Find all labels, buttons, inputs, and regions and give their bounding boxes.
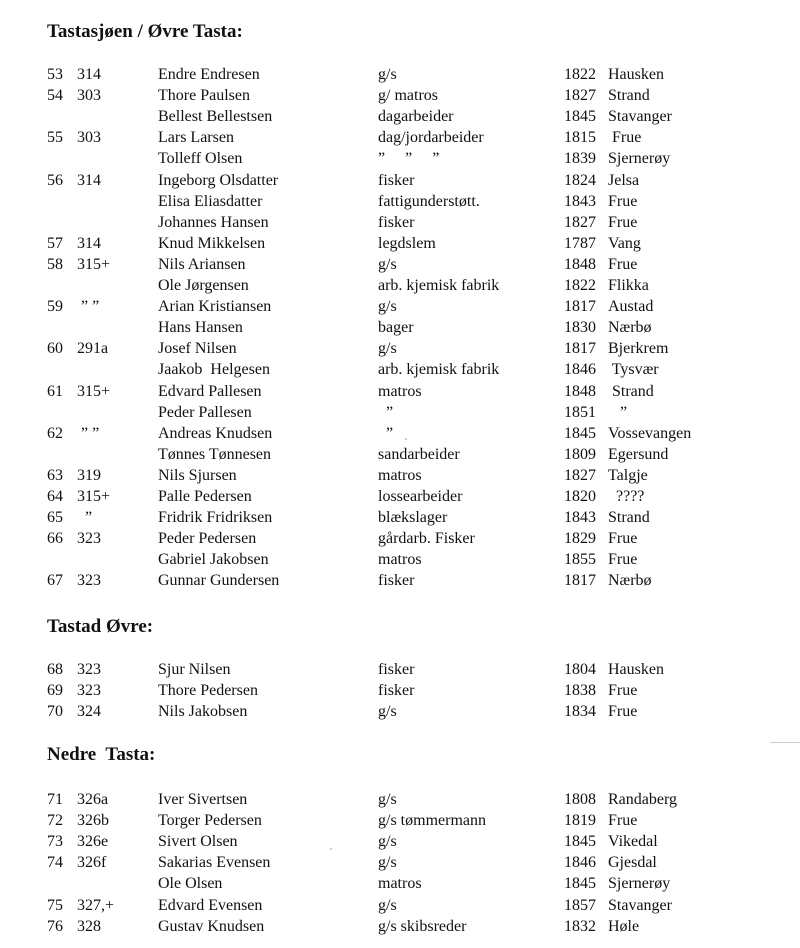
table-row <box>0 359 800 380</box>
occupation: ” ” ” <box>378 150 440 168</box>
birth-place: Randaberg <box>608 791 678 808</box>
birth-year: 1819 <box>564 812 596 830</box>
birth-year: 1857 <box>564 896 596 914</box>
birth-year: 1808 <box>564 791 596 808</box>
scan-speck <box>405 438 407 440</box>
entry-number: 69 <box>47 682 63 700</box>
birth-year: 1845 <box>564 424 596 442</box>
occupation: dag/jordarbeider <box>378 129 484 147</box>
birth-year: 1829 <box>564 530 596 548</box>
plot-number: ” ” <box>77 424 100 442</box>
occupation: fisker <box>378 661 415 678</box>
section-title: Nedre Tasta: <box>47 744 156 765</box>
plot-number: 303 <box>77 87 101 105</box>
occupation: fisker <box>378 213 415 231</box>
occupation: fisker <box>378 572 415 590</box>
plot-number: 326e <box>77 833 109 851</box>
table-row <box>0 680 800 701</box>
plot-number: 314 <box>77 234 101 252</box>
entry-number: 64 <box>47 488 63 505</box>
occupation: g/s <box>378 66 397 83</box>
birth-place: Frue <box>608 551 638 569</box>
entry-number: 74 <box>47 854 63 872</box>
birth-year: 1832 <box>564 917 596 935</box>
table-row <box>0 423 800 444</box>
person-name: Gustav Knudsen <box>158 917 265 935</box>
birth-year: 1827 <box>564 87 596 105</box>
plot-number: 326f <box>77 854 107 872</box>
person-name: Andreas Knudsen <box>158 424 273 442</box>
birth-year: 1820 <box>564 488 596 505</box>
birth-year: 1809 <box>564 445 596 463</box>
scan-edge-line <box>770 742 800 743</box>
table-row <box>0 873 800 894</box>
birth-place: Nærbø <box>608 319 652 337</box>
occupation: g/s <box>378 896 397 914</box>
person-name: Peder Pallesen <box>158 403 252 421</box>
plot-number: 326a <box>77 791 109 808</box>
occupation: arb. kjemisk fabrik <box>378 361 500 379</box>
table-row <box>0 64 800 85</box>
occupation: legdslem <box>378 234 436 252</box>
entry-number: 61 <box>47 382 63 400</box>
person-name: Gabriel Jakobsen <box>158 551 269 569</box>
birth-year: 1845 <box>564 108 596 126</box>
plot-number: 323 <box>77 530 101 548</box>
birth-year: 1848 <box>564 255 596 273</box>
birth-place: Stavanger <box>608 896 672 914</box>
occupation: blækslager <box>378 509 448 527</box>
plot-number: 323 <box>77 661 101 678</box>
birth-place: Frue <box>608 129 642 147</box>
entry-number: 72 <box>47 812 63 830</box>
occupation: g/s <box>378 703 397 721</box>
entry-number: 73 <box>47 833 63 851</box>
birth-year: 1845 <box>564 833 596 851</box>
birth-year: 1817 <box>564 298 596 316</box>
plot-number: 326b <box>77 812 109 830</box>
entry-number: 58 <box>47 255 63 273</box>
table-row <box>0 486 800 507</box>
birth-place: Sjernerøy <box>608 150 671 168</box>
table-row <box>0 233 800 254</box>
occupation: dagarbeider <box>378 108 454 126</box>
table-row <box>0 338 800 359</box>
birth-place: Strand <box>608 382 654 400</box>
table-row <box>0 170 800 191</box>
birth-place: Jelsa <box>608 171 640 189</box>
birth-year: 1851 <box>564 403 596 421</box>
table-row <box>0 507 800 528</box>
occupation: bager <box>378 319 414 337</box>
birth-year: 1804 <box>564 661 596 678</box>
table-row <box>0 127 800 148</box>
table-row <box>0 444 800 465</box>
occupation: g/s <box>378 255 397 273</box>
table-row <box>0 106 800 127</box>
scan-speck <box>330 848 332 850</box>
birth-year: 1843 <box>564 509 596 527</box>
person-name: Bellest Bellestsen <box>158 108 273 126</box>
person-name: Nils Sjursen <box>158 466 237 484</box>
person-name: Hans Hansen <box>158 319 243 337</box>
entry-number: 54 <box>47 87 63 105</box>
birth-place: Nærbø <box>608 572 652 590</box>
birth-year: 1839 <box>564 150 596 168</box>
entry-number: 53 <box>47 66 63 83</box>
table-row <box>0 916 800 937</box>
occupation: matros <box>378 382 422 400</box>
table-row <box>0 570 800 591</box>
plot-number: 328 <box>77 917 101 935</box>
birth-place: Strand <box>608 509 650 527</box>
entry-number: 60 <box>47 340 63 358</box>
person-name: Josef Nilsen <box>158 340 237 358</box>
section-title: Tastad Øvre: <box>47 616 154 637</box>
person-name: Jaakob Helgesen <box>158 361 270 379</box>
entry-number: 71 <box>47 791 63 808</box>
birth-year: 1817 <box>564 340 596 358</box>
birth-year: 1822 <box>564 66 596 83</box>
birth-place: Vossevangen <box>608 424 692 442</box>
person-name: Iver Sivertsen <box>158 791 248 808</box>
occupation: g/s <box>378 854 397 872</box>
person-name: Ole Jørgensen <box>158 277 249 294</box>
plot-number: 323 <box>77 572 101 590</box>
person-name: Peder Pedersen <box>158 530 257 548</box>
table-row <box>0 402 800 423</box>
birth-place: Sjernerøy <box>608 875 671 893</box>
entry-number: 68 <box>47 661 63 678</box>
person-name: Gunnar Gundersen <box>158 572 280 590</box>
person-name: Palle Pedersen <box>158 488 252 505</box>
entry-number: 62 <box>47 424 63 442</box>
person-name: Sjur Nilsen <box>158 661 231 678</box>
person-name: Endre Endresen <box>158 66 260 83</box>
entry-number: 76 <box>47 917 63 935</box>
plot-number: 315+ <box>77 488 111 505</box>
person-name: Nils Jakobsen <box>158 703 248 721</box>
entry-number: 55 <box>47 129 63 147</box>
birth-year: 1827 <box>564 466 596 484</box>
table-row <box>0 659 800 680</box>
plot-number: ” ” <box>77 298 100 316</box>
birth-year: 1848 <box>564 382 596 400</box>
table-row <box>0 528 800 549</box>
table-row <box>0 317 800 338</box>
plot-number: 315+ <box>77 382 111 400</box>
occupation: matros <box>378 875 422 893</box>
occupation: fisker <box>378 682 415 700</box>
occupation: g/s tømmermann <box>378 812 486 830</box>
birth-year: 1824 <box>564 171 596 189</box>
occupation: lossearbeider <box>378 488 463 505</box>
birth-year: 1843 <box>564 192 596 210</box>
birth-year: 1830 <box>564 319 596 337</box>
person-name: Ole Olsen <box>158 875 223 893</box>
table-row <box>0 212 800 233</box>
birth-place: Hausken <box>608 661 664 678</box>
occupation: ” <box>378 424 394 442</box>
entry-number: 67 <box>47 572 63 590</box>
occupation: arb. kjemisk fabrik <box>378 277 500 294</box>
plot-number: ” <box>77 509 93 527</box>
entry-number: 57 <box>47 234 63 252</box>
birth-place: Talgje <box>608 466 648 484</box>
birth-place: Flikka <box>608 277 649 294</box>
occupation: sandarbeider <box>378 445 460 463</box>
birth-year: 1846 <box>564 361 596 379</box>
table-row <box>0 191 800 212</box>
birth-place: Frue <box>608 255 638 273</box>
occupation: matros <box>378 551 422 569</box>
birth-place: Vikedal <box>608 833 658 851</box>
birth-place: Frue <box>608 703 638 721</box>
occupation: fisker <box>378 171 415 189</box>
entry-number: 70 <box>47 703 63 721</box>
birth-place: Frue <box>608 812 638 830</box>
occupation: ” <box>378 403 394 421</box>
birth-place: Strand <box>608 87 650 105</box>
plot-number: 314 <box>77 66 101 83</box>
birth-place: Frue <box>608 192 638 210</box>
birth-place: Frue <box>608 530 638 548</box>
occupation: g/s <box>378 340 397 358</box>
person-name: Nils Ariansen <box>158 255 246 273</box>
birth-year: 1838 <box>564 682 596 700</box>
person-name: Thore Paulsen <box>158 87 250 105</box>
entry-number: 75 <box>47 896 63 914</box>
table-row <box>0 789 800 810</box>
table-row <box>0 549 800 570</box>
person-name: Tønnes Tønnesen <box>158 445 272 463</box>
person-name: Lars Larsen <box>158 129 234 147</box>
occupation: g/s <box>378 298 397 316</box>
birth-year: 1815 <box>564 129 596 147</box>
person-name: Elisa Eliasdatter <box>158 192 263 210</box>
birth-year: 1817 <box>564 572 596 590</box>
person-name: Arian Kristiansen <box>158 298 272 316</box>
birth-place: Bjerkrem <box>608 340 669 358</box>
table-row <box>0 831 800 852</box>
person-name: Torger Pedersen <box>158 812 262 830</box>
person-name: Thore Pedersen <box>158 682 258 700</box>
plot-number: 291a <box>77 340 109 358</box>
birth-place: ” <box>608 403 628 421</box>
birth-place: Vang <box>608 234 641 252</box>
table-row <box>0 254 800 275</box>
occupation: g/s skibsreder <box>378 917 467 935</box>
birth-place: Tysvær <box>608 361 659 379</box>
person-name: Ingeborg Olsdatter <box>158 171 279 189</box>
entry-number: 63 <box>47 466 63 484</box>
table-row <box>0 810 800 831</box>
plot-number: 327,+ <box>77 896 115 914</box>
birth-place: Stavanger <box>608 108 672 126</box>
table-row <box>0 296 800 317</box>
plot-number: 324 <box>77 703 101 721</box>
occupation: g/ matros <box>378 87 438 105</box>
birth-year: 1855 <box>564 551 596 569</box>
birth-year: 1787 <box>564 234 596 252</box>
birth-place: Gjesdal <box>608 854 657 872</box>
occupation: fattigunderstøtt. <box>378 192 480 210</box>
plot-number: 319 <box>77 466 101 484</box>
birth-place: Egersund <box>608 445 669 463</box>
entry-number: 59 <box>47 298 63 316</box>
occupation: g/s <box>378 791 397 808</box>
table-row <box>0 85 800 106</box>
table-row <box>0 895 800 916</box>
entry-number: 66 <box>47 530 63 548</box>
person-name: Edvard Pallesen <box>158 382 262 400</box>
plot-number: 323 <box>77 682 101 700</box>
table-row <box>0 701 800 722</box>
section-title: Tastasjøen / Øvre Tasta: <box>47 21 243 42</box>
entry-number: 65 <box>47 509 63 527</box>
table-row <box>0 852 800 873</box>
birth-year: 1834 <box>564 703 596 721</box>
person-name: Tolleff Olsen <box>158 150 243 168</box>
birth-place: Hausken <box>608 66 664 83</box>
person-name: Edvard Evensen <box>158 896 263 914</box>
birth-place: ???? <box>608 488 645 505</box>
table-row <box>0 465 800 486</box>
person-name: Johannes Hansen <box>158 213 269 231</box>
birth-year: 1827 <box>564 213 596 231</box>
occupation: g/s <box>378 833 397 851</box>
birth-place: Frue <box>608 213 638 231</box>
plot-number: 303 <box>77 129 101 147</box>
birth-year: 1822 <box>564 277 596 294</box>
person-name: Fridrik Fridriksen <box>158 509 273 527</box>
person-name: Sakarias Evensen <box>158 854 271 872</box>
table-row <box>0 275 800 296</box>
person-name: Knud Mikkelsen <box>158 234 266 252</box>
table-row <box>0 381 800 402</box>
birth-place: Frue <box>608 682 638 700</box>
entry-number: 56 <box>47 171 63 189</box>
birth-place: Høle <box>608 917 640 935</box>
birth-year: 1846 <box>564 854 596 872</box>
plot-number: 314 <box>77 171 101 189</box>
occupation: gårdarb. Fisker <box>378 530 475 548</box>
occupation: matros <box>378 466 422 484</box>
birth-place: Austad <box>608 298 654 316</box>
table-row <box>0 148 800 169</box>
birth-year: 1845 <box>564 875 596 893</box>
plot-number: 315+ <box>77 255 111 273</box>
person-name: Sivert Olsen <box>158 833 238 851</box>
